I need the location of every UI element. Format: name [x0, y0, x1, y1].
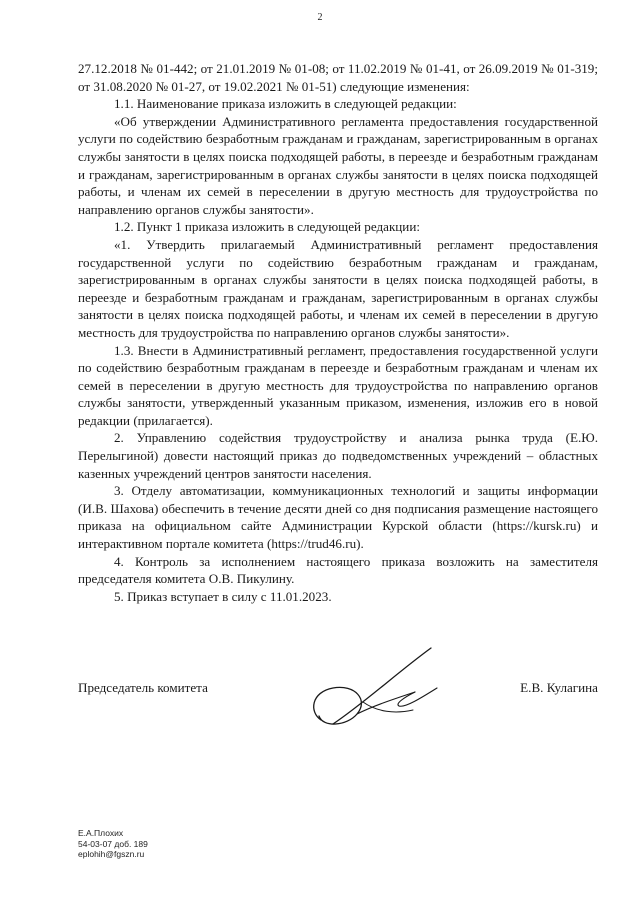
handwritten-signature	[303, 642, 453, 737]
paragraph-2: 2. Управлению содействия трудоустройству и анализа рынка труда (Е.Ю. Перелыгиной) довести настоящий приказ до подведомственных учреждений – областных казенных учреждений центров занятости населения.	[78, 430, 598, 481]
executor-footer	[78, 828, 148, 860]
paragraph-4: 4. Контроль за исполнением настоящего приказа возложить на заместителя председателя комитета О.В. Пикулину.	[78, 553, 598, 587]
signer-name: Е.В. Кулагина	[520, 680, 598, 695]
signature-block	[78, 676, 598, 756]
paragraph-1-3: 1.3. Внести в Административный регламент, предоставления государственной услуги по содействию безработным гражданам в переезде и безработным гражданам и членам их семей в переселении в другую местность для трудоустройства по направлению органов службы занятости, утвержденный указанным приказом, изменения, изложив его в новой редакции (прилагается).	[78, 342, 598, 428]
executor-phone: 54-03-07 доб. 189	[78, 838, 148, 849]
paragraph-3: 3. Отделу автоматизации, коммуникационных технологий и защиты информации (И.В. Шахова) обеспечить в течение десяти дней со дня подписания размещение настоящего приказа на официальном сайте Администрации Курской области (https://kursk.ru) и интерактивном портале комитета (https://trud46.ru).	[78, 483, 598, 552]
page-number: 2	[317, 12, 323, 23]
paragraph-1-1-quote: «Об утверждении Административного регламента предоставления государственной услуги по содействию безработным гражданам и гражданам, зарегистрированным в органах службы занятости в целях поиска подходящей работы, в переезде и безработным гражданам и гражданам, зарегистрированным в органах службы занятости в целях поиска подходящей работы, и членам их семей в переселении в другую местность для трудоустройства по направлению органов службы занятости».	[78, 113, 598, 217]
paragraph-5: 5. Приказ вступает в силу с 11.01.2023.	[114, 588, 332, 604]
paragraph-1-2-quote: «1. Утвердить прилагаемый Административный регламент предоставления государственной услуги по содействию безработным гражданам и гражданам, зарегистрированным в органах службы занятости в целях поиска подходящей работы, в переезде и безработным гражданам и гражданам, зарегистрированным в органах службы занятости в целях поиска подходящей работы, и членам их семей в переселении в другую местность для трудоустройства по направлению органов службы занятости».	[78, 236, 598, 340]
executor-email: eplohih@fgszn.ru	[78, 849, 145, 859]
paragraph-1-2: 1.2. Пункт 1 приказа изложить в следующей редакции:	[114, 219, 420, 235]
paragraph-1-1: 1.1. Наименование приказа изложить в следующей редакции:	[114, 96, 457, 112]
document-body	[78, 60, 598, 605]
executor-name: Е.А.Плохих	[78, 828, 124, 838]
paragraph-continuation: 27.12.2018 № 01-442; от 21.01.2019 № 01-08; от 11.02.2019 № 01-41, от 26.09.2019 № 01-319; от 31.08.2020 № 01-27, от 19.02.2021 № 01-51) следующие изменения:	[78, 61, 598, 94]
signer-title: Председатель комитета	[78, 680, 208, 695]
